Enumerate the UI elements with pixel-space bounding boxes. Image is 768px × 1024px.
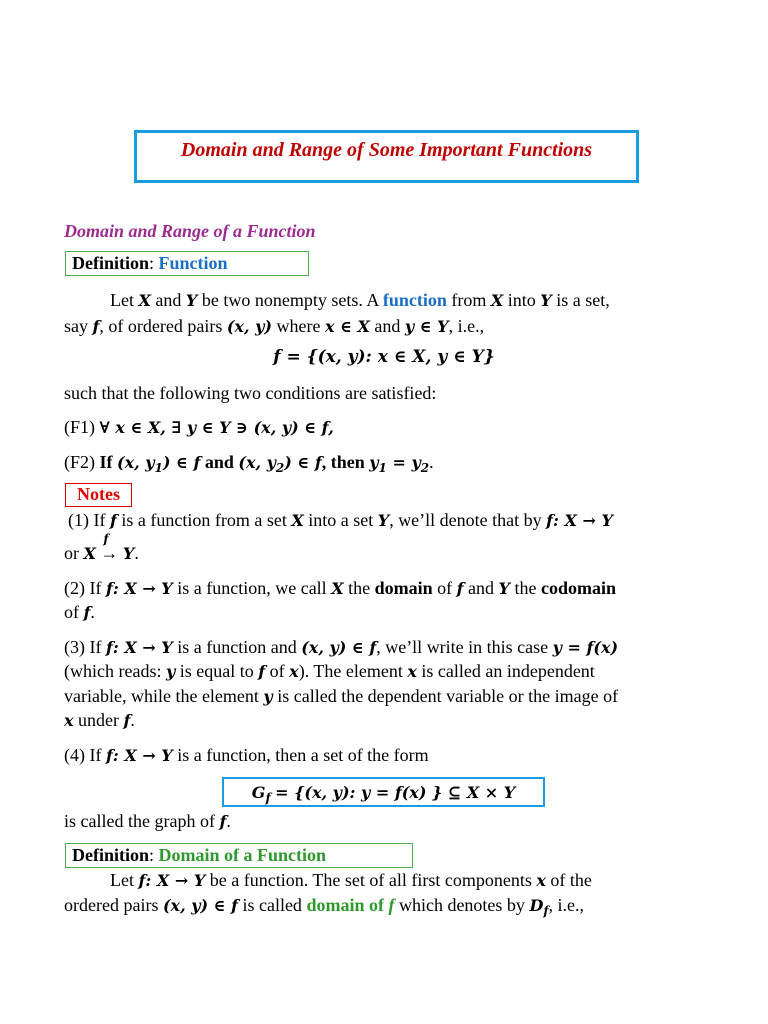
note4-line2: is called the graph of f. <box>64 811 231 831</box>
note2-line1: (2) If f: X → Y is a function, we call X the domain of f and Y the codomain <box>64 578 616 598</box>
definition-label: Definition <box>72 845 150 865</box>
section-subheading: Domain and Range of a Function <box>64 221 316 241</box>
note1-line2: or X f → Y. <box>64 532 139 563</box>
note3-line4: x under f. <box>64 710 135 730</box>
definition-function-box: Definition: Function <box>65 251 309 276</box>
page-title: Domain and Range of Some Important Functions <box>180 139 593 161</box>
function-formula: f = {(x, y): x ∈ X, y ∈ Y} <box>273 347 495 367</box>
note3-line2: (which reads: y is equal to f of x). The element x is called an independent <box>64 661 595 681</box>
note3-line3: variable, while the element y is called the dependent variable or the image of <box>64 686 619 706</box>
para1-line3: such that the following two conditions are satisfied: <box>64 383 437 403</box>
domain-term: domain <box>374 578 433 598</box>
definition-domain-box: Definition: Domain of a Function <box>65 843 413 868</box>
domain-of-term: domain of f <box>306 895 395 915</box>
codomain-term: codomain <box>540 578 616 598</box>
definition-label: Definition <box>72 253 150 273</box>
condition-f1: (F1) ∀ x ∈ X, ∃ y ∈ Y ∋ (x, y) ∈ f, <box>64 417 334 437</box>
def2-line2: ordered pairs (x, y) ∈ f is called domain of f which denotes by $D_f$, i.e., <box>64 895 584 919</box>
function-term: function <box>382 290 447 310</box>
note3-line1: (3) If f: X → Y is a function and (x, y) ∈ f, we’ll write in this case y = f(x) <box>64 637 619 657</box>
para1-line2: say f, of ordered pairs (x, y) where x ∈ X and y ∈ Y, i.e., <box>64 316 485 336</box>
notes-label: Notes <box>65 483 132 507</box>
definition-term: Domain of a Function <box>158 845 327 865</box>
title-box <box>134 130 639 183</box>
graph-formula-box: $G_f = \{(x$, y): y = f(x) } ⊆ X × Y <box>222 777 545 807</box>
note4-line1: (4) If f: X → Y is a function, then a set of the form <box>64 745 429 765</box>
def2-line1: Let f: X → Y be a function. The set of all first components x of the <box>110 870 592 890</box>
definition-term: Function <box>158 253 228 273</box>
graph-formula: = {(x, y): y = f(x) } ⊆ X × Y <box>275 783 516 802</box>
para1-line1: Let X and Y be two nonempty sets. A function from X into Y is a set, <box>110 290 610 310</box>
note2-line2: of f. <box>64 602 95 622</box>
note1-line1: (1) If f is a function from a set X into a set Y, we’ll denote that by f: X → Y <box>68 510 613 530</box>
condition-f2: (F2) If (x, $y_1$) ∈ f and (x, $y_2$) ∈ f, then $y_1 = y_2$. <box>64 452 434 476</box>
